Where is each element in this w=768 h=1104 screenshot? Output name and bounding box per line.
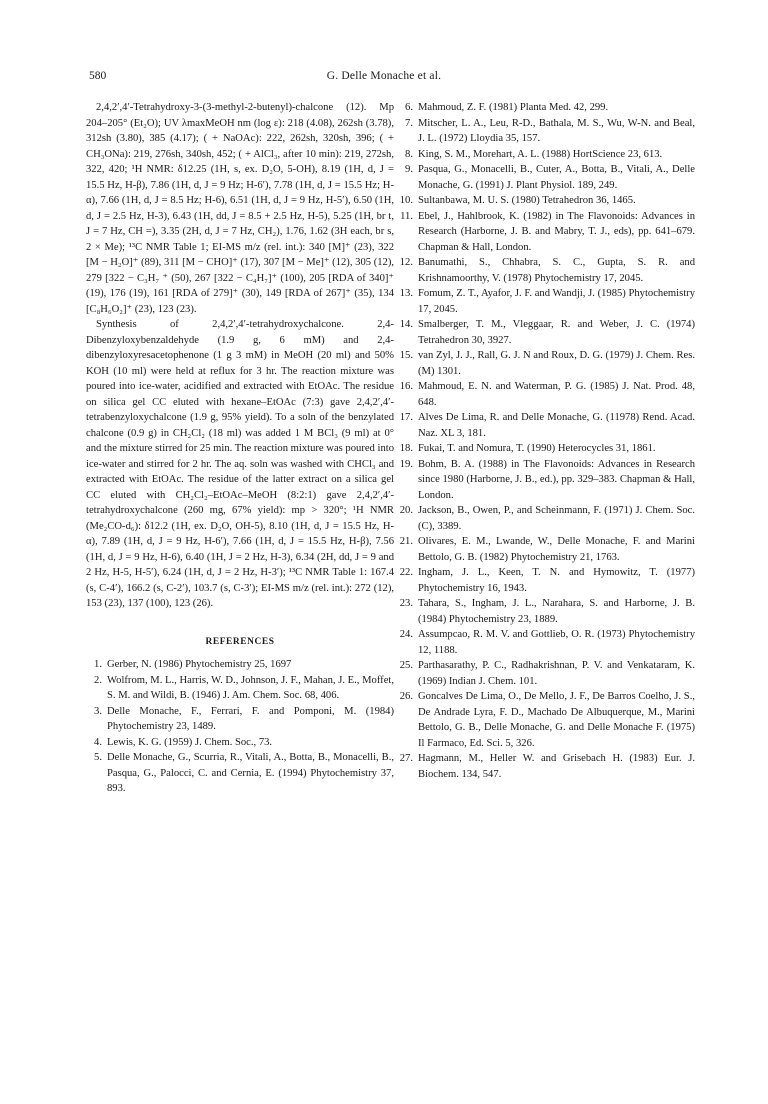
compound-data-paragraph: 2,4,2′,4′-Tetrahydroxy-3-(3-methyl-2-butenyl)-chalcone (12). Mp 204–205° (Et₂O); UV λmaxMeOH nm (log ε): 218 (4.08), 262sh (3.78), 312sh (3.80), 385 (4.17); ( + NaOAc): 222, 262sh, 320sh, 396; ( + CH₃ONa): 219, 276sh, 340sh, 452; ( + AlCl₃, after 10 min): 219, 272sh, 322, 420; ¹H NMR: δ12.25 (1H, s, ex. D₂O, 5-OH), 8.19 (1H, d, J = 15.5 Hz, H-β), 7.86 (1H, d, J = 9 Hz; H-6′), 7.78 (1H, d, J = 15.5 Hz; H-α), 7.66 (1H, d, J = 8.5 Hz; H-6), 6.51 (1H, d, J = 9 Hz, H-5′), 6.50 (1H, d, J = 2.5 Hz, H-3), 6.43 (1H, dd, J = 8.5 + 2.5 Hz, H-5), 5.25 (1H, br t, J = 7 Hz, CH =), 3.35 (2H, d, J = 7 Hz, CH₂), 1.76, 1.62 (3H each, br s, 2 × Me); ¹³C NMR Table 1; EI-MS m/z (rel. int.): 340 [M]⁺ (23), 322 [M − H₂O]⁺ (89), 311 [M − CHO]⁺ (17), 307 [M − Me]⁺ (12), 305 (12), 279 [322 − C₃H₇ ⁺ (50), 267 [322 − C₄H₇]⁺ (100), 205 [RDA of 340]⁺ (19), 176 (19), 161 [RDA of 279]⁺ (30), 149 [RDA of 267]⁺ (35), 134 [C₈H₆O₂]⁺ (23), 123 (23). [86,102,394,315]
reference-item: 17. Alves De Lima, R. and Delle Monache, G. (11978) Rend. Acad. Naz. XL 3, 181. [399,412,695,439]
reference-item: 25. Parthasarathy, P. C., Radhakrishnan, P. V. and Venkataram, K. (1969) Indian J. Chem. 101. [399,660,695,687]
reference-item: 15. van Zyl, J. J., Rall, G. J. N and Roux, D. G. (1979) J. Chem. Res. (M) 1301. [399,350,695,377]
reference-item: 22. Ingham, J. L., Keen, T. N. and Hymowitz, T. (1977) Phytochemistry 16, 1943. [399,567,695,594]
reference-item: 21. Olivares, E. M., Lwande, W., Delle Monache, F. and Marini Bettolo, G. B. (1982) Phytochemistry 21, 1763. [399,536,695,563]
reference-item: 13. Fomum, Z. T., Ayafor, J. F. and Wandji, J. (1985) Phytochemistry 17, 2045. [399,288,695,315]
right-column [397,100,695,782]
reference-item: 26. Goncalves De Lima, O., De Mello, J. F., De Barros Coelho, J. S., De Andrade Lyra, F. D., Machado De Albuquerque, M., Marini Bettolo, G. B., Delle Monache, G. and Delle Monache F. (1975) Il Farmaco, Ed. Sci. 5, 326. [399,691,695,749]
reference-item: 2. Wolfrom, M. L., Harris, W. D., Johnson, J. F., Mahan, J. E., Moffet, S. M. and Wildi, B. (1946) J. Am. Chem. Soc. 68, 406. [94,674,394,701]
reference-item: 20. Jackson, B., Owen, P., and Scheinmann, F. (1971) J. Chem. Soc. (C), 3389. [399,505,695,532]
reference-item: 5. Delle Monache, G., Scurria, R., Vitali, A., Botta, B., Monacelli, B., Pasqua, G., Palocci, C. and Cernia, E. (1994) Phytochemistry 37, 893. [94,752,394,794]
reference-item: 16. Mahmoud, E. N. and Waterman, P. G. (1985) J. Nat. Prod. 48, 648. [399,381,695,408]
reference-item: 10. Sultanbawa, M. U. S. (1980) Tetrahedron 36, 1465. [399,195,636,206]
reference-item: 19. Bohm, B. A. (1988) in The Flavonoids: Advances in Research since 1980 (Harborne, J. B., ed.), pp. 329–383. Chapman & Hall, London. [399,458,695,501]
reference-item: 23. Tahara, S., Ingham, J. L., Narahara, S. and Harborne, J. B. (1984) Phytochemistry 23, 1889. [399,598,695,625]
reference-item: 1. Gerber, N. (1986) Phytochemistry 25, 1697 [94,659,292,670]
reference-item: 9. Pasqua, G., Monacelli, B., Cuter, A., Botta, B., Vitali, A., Delle Monache, G. (1991) J. Plant Physiol. 189, 249. [405,164,695,191]
left-column [86,100,394,797]
reference-item: 24. Assumpcao, R. M. V. and Gottlieb, O. R. (1973) Phytochemistry 12, 1188. [399,629,695,656]
running-head: G. Delle Monache et al. [326,70,442,82]
reference-item: 8. King, S. M., Morehart, A. L. (1988) HortScience 23, 613. [405,148,663,160]
reference-item: 11. Ebel, J., Hahlbrook, K. (1982) in The Flavonoids: Advances in Research (Harborne, J. B. and Mabry, T. J., eds), pp. 641–679. Chapman & Hall, London. [400,210,695,253]
reference-item: 18. Fukai, T. and Nomura, T. (1990) Heterocycles 31, 1861. [399,443,656,454]
reference-item: 14. Smalberger, T. M., Vleggaar, R. and Weber, J. C. (1974) Tetrahedron 30, 3927. [399,319,695,346]
reference-item: 27. Hagmann, M., Heller W. and Grisebach H. (1983) Eur. J. Biochem. 134, 547. [399,753,695,780]
page-number: 580 [89,70,107,82]
reference-item: 6. Mahmoud, Z. F. (1981) Planta Med. 42, 299. [405,102,609,113]
synthesis-paragraph: Synthesis of 2,4,2′,4′-tetrahydroxychalcone. 2,4-Dibenzyloxybenzaldehyde (1.9 g, 6 mM) and 2,4-dibenzyloxyresacetophenone (1 g 3 mM) in MeOH (20 ml) and 50% KOH (10 ml) were held at reflux for 3 hr. The reaction mixture was poured into ice-water, acidified and extracted with EtOAc. The residue on silica gel CC eluted with hexane–EtOAc (7:3) gave 2,4,2′,4′-tetrabenzyloxychalcone (1.9 g, 95% yield). To a soln of the benzylated chalcone (0.9 g) in CH₂Cl₂ (18 ml) was added 1 M BCl₃ (9 ml) at 0° and the mixture stirred for 25 min. The reaction mixture was poured into ice-water and stirred for 2 hr. The aq. soln was washed with CHCl₃ and extracted with EtOAc. The residue of the latter extract on a silica gel CC eluted with CH₂Cl₂–EtOAc–MeOH (8:2:1) gave 2,4,2′,4′-tetrahydroxychalcone (260 mg, 67% yield): mp > 320°; ¹H NMR (Me₂CO-d₆): δ12.2 (1H, ex. D₂O, OH-5), 8.10 (1H, d, J = 15.5 Hz, H-α), 7.89 (1H, d, J = 9 Hz, H-6′), 7.66 (1H, d, J = 15.5 Hz, H-β), 7.56 (1H, d, J = 9 Hz, H-6), 6.40 (1H, J = 2 Hz, H-3), 6.34 (2H, dd, J = 9 and 2 Hz, H-5, H-5′), 6.24 (1H, d, J = 2 Hz, H-3′); ¹³C NMR Table 1: 167.4 (s, C-4′), 166.2 (s, C-2′), 103.7 (s, C-3′); EI-MS m/z (rel. int.): 272 (12), 153 (23), 137 (100), 123 (26). [86,319,394,609]
reference-item: 12. Banumathi, S., Chhabra, S. C., Gupta, S. R. and Krishnamoorthy, V. (1978) Phytochemistry 17, 2045. [399,257,695,284]
reference-item: 4. Lewis, K. G. (1959) J. Chem. Soc., 73. [94,736,273,748]
reference-list-left [86,657,394,797]
references-heading: REFERENCES [205,636,275,647]
reference-item: 7. Mitscher, L. A., Leu, R-D., Bathala, M. S., Wu, W-N. and Beal, J. L. (1972) Lloydia 35, 157. [405,117,695,144]
reference-item: 3. Delle Monache, F., Ferrari, F. and Pomponi, M. (1984) Phytochemistry 23, 1489. [94,705,394,732]
